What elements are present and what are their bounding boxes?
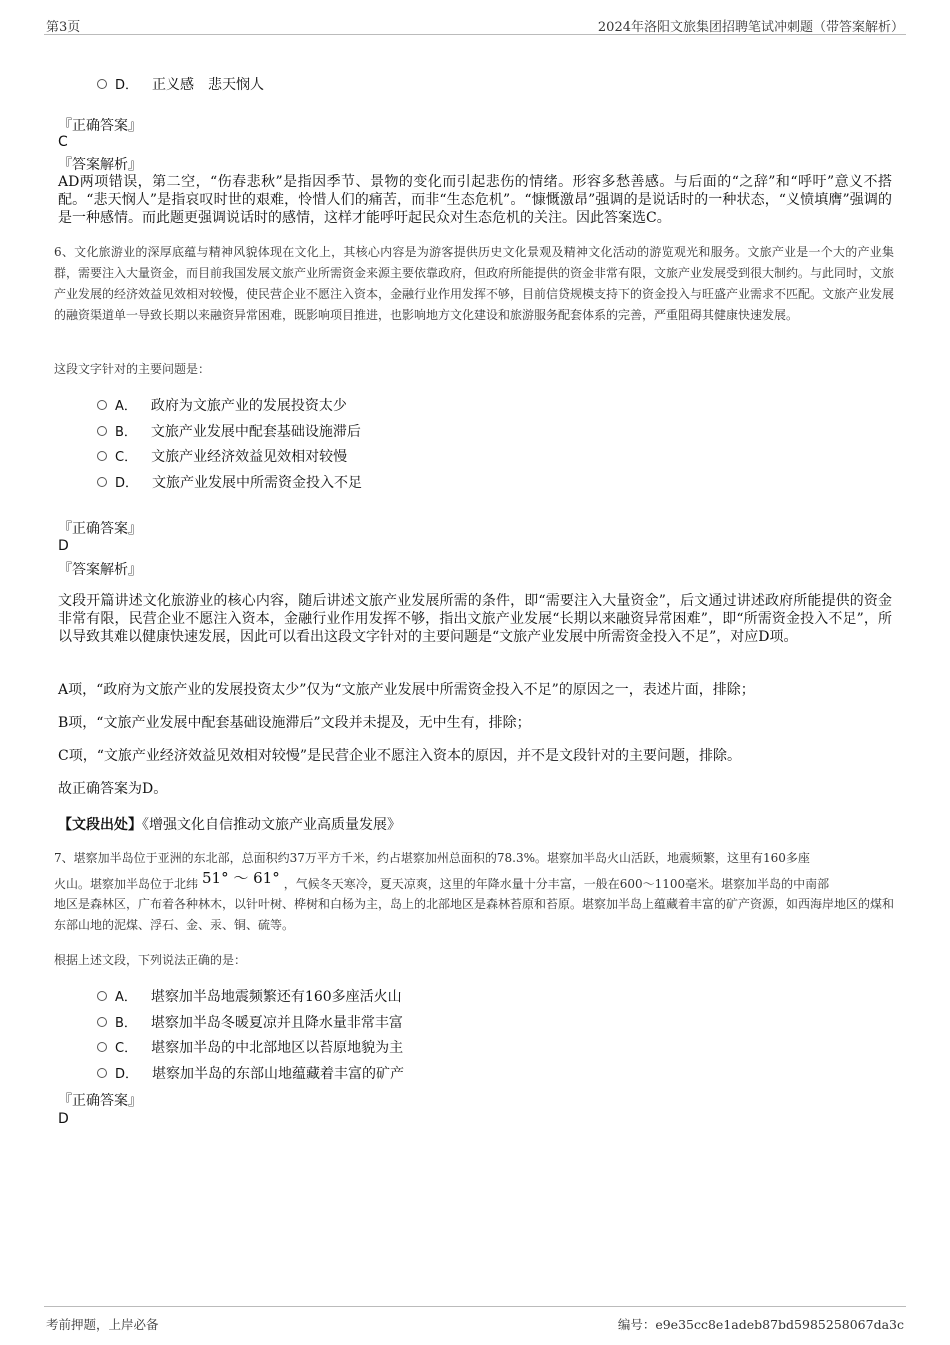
q6-analysis-main: 文段开篇讲述文化旅游业的核心内容，随后讲述文旅产业发展所需的条件，即“需要注入大量资金”，后文通过讲述政府所能提供的资金非常有限，民营企业不愿注入资本，金融行业作用发挥不够，指出文旅产业发展“长期以来融资异常困难”，即“所需资金投入不足”，所以导致其难以健康快速发展，因此可以看出这段文字针对的主要问题是“文旅产业发展中所需资金投入不足”，对应D项。 — [58, 593, 892, 645]
q7-stem-rest: 地区是森林区，广布着各种林木，以针叶树、桦树和白杨为主，岛上的北部地区是森林苔原和苔原。堪察加半岛上蕴藏着丰富的矿产资源，如西海岸地区的煤和东部山地的泥煤、浮石、金、汞、铜、硫等。 — [54, 897, 895, 932]
radio-icon[interactable] — [97, 400, 107, 410]
q7-answer: D — [58, 1111, 69, 1127]
latitude-formula: 51° ～ 61° — [202, 869, 280, 887]
page-number: 第3页 — [46, 20, 81, 35]
q6-option-b[interactable]: B． 文旅产业发展中配套基础设施滞后 — [97, 421, 361, 441]
q6-answer-label: 『正确答案』 — [58, 521, 142, 537]
q7-option-d[interactable]: D． 堪察加半岛的东部山地蕴藏着丰富的矿产 — [97, 1063, 404, 1083]
q6-analysis-end: 故正确答案为D。 — [58, 781, 168, 797]
q5-answer-label: 『正确答案』 — [58, 118, 142, 134]
radio-icon[interactable] — [97, 477, 107, 487]
document-title: 2024年洛阳文旅集团招聘笔试冲刺题（带答案解析） — [597, 20, 904, 35]
q5-option-d[interactable]: D． 正义感 悲天悯人 — [97, 74, 264, 94]
page-header — [44, 14, 906, 35]
q6-analysis-b: B项，“文旅产业发展中配套基础设施滞后”文段并未提及，无中生有，排除； — [58, 715, 531, 731]
q6-stem: 6、文化旅游业的深厚底蕴与精神风貌体现在文化上，其核心内容是为游客提供历史文化景观及精神文化活动的游览观光和服务。文旅产业是一个大的产业集群，需要注入大量资金，而目前我国发展文旅产业所需资金来源主要依靠政府，但政府所能提供的资金非常有限，文旅产业发展受到很大制约。与此同时，文旅产业发展的经济效益见效相对较慢，使民营企业不愿注入资本，金融行业作用发挥不够，目前信贷规模支持下的资金投入与旺盛产业需求不匹配。文旅产业发展的融资渠道单一导致长期以来融资异常困难，既影响项目推进，也影响地方文化建设和旅游服务配套体系的完善，严重阻碍其健康快速发展。 — [54, 245, 895, 322]
q7-stem-line2: 火山。堪察加半岛位于北纬 51° ～ 61° ，气候冬天寒冷，夏天凉爽，这里的年降水量十分丰富，一般在600～1100毫米。堪察加半岛的中南部 — [54, 869, 830, 891]
q6-option-a[interactable]: A． 政府为文旅产业的发展投资太少 — [97, 395, 347, 415]
footer-slogan: 考前押题，上岸必备 — [46, 1317, 159, 1332]
radio-icon[interactable] — [97, 426, 107, 436]
radio-icon[interactable] — [97, 79, 107, 89]
q6-analysis-c: C项，“文旅产业经济效益见效相对较慢”是民营企业不愿注入资本的原因，并不是文段针对的主要问题，排除。 — [58, 748, 742, 764]
q5-analysis-label: 『答案解析』 — [58, 157, 142, 173]
q7-option-a[interactable]: A． 堪察加半岛地震频繁还有160多座活火山 — [97, 986, 402, 1006]
page-footer — [44, 1306, 906, 1335]
radio-icon[interactable] — [97, 1068, 107, 1078]
radio-icon[interactable] — [97, 451, 107, 461]
q6-option-d[interactable]: D． 文旅产业发展中所需资金投入不足 — [97, 472, 362, 492]
q5-analysis: AD两项错误，第二空，“伤春悲秋”是指因季节、景物的变化而引起悲伤的情绪。形容多愁善感。与后面的“之辞”和“呼吁”意义不搭配。“悲天悯人”是指哀叹时世的艰难，怜惜人们的痛苦，而非“生态危机”。“慷慨激昂”强调的是说话时的一种状态，“义愤填膺”强调的是一种感情。而此题更强调说话时的感情，这样才能呼吁起民众对生态危机的关注。因此答案选C。 — [58, 174, 892, 226]
radio-icon[interactable] — [97, 1042, 107, 1052]
q6-analysis-a: A项，“政府为文旅产业的发展投资太少”仅为“文旅产业发展中所需资金投入不足”的原因之一，表述片面，排除； — [58, 682, 755, 698]
q7-answer-label: 『正确答案』 — [58, 1093, 142, 1109]
q6-analysis-label: 『答案解析』 — [58, 562, 142, 578]
q6-question: 这段文字针对的主要问题是： — [54, 362, 211, 376]
q6-source — [58, 814, 401, 834]
q7-option-c[interactable]: C． 堪察加半岛的中北部地区以苔原地貌为主 — [97, 1037, 403, 1057]
q7-stem-line1: 7、堪察加半岛位于亚洲的东北部，总面积约37万平方千米，约占堪察加州总面积的78.3%。堪察加半岛火山活跃，地震频繁，这里有160多座 — [54, 851, 810, 865]
q6-option-c[interactable]: C． 文旅产业经济效益见效相对较慢 — [97, 446, 347, 466]
document-code: 编号：e9e35cc8e1adeb87bd5985258067da3c — [617, 1317, 904, 1332]
source-title: 《增强文化自信推动文旅产业高质量发展》 — [142, 817, 401, 833]
q7-option-b[interactable]: B． 堪察加半岛冬暖夏凉并且降水量非常丰富 — [97, 1012, 403, 1032]
q6-answer: D — [58, 538, 69, 554]
q5-answer: C — [58, 134, 68, 150]
radio-icon[interactable] — [97, 991, 107, 1001]
source-label: 【文段出处】 — [58, 817, 142, 833]
radio-icon[interactable] — [97, 1017, 107, 1027]
q7-question: 根据上述文段，下列说法正确的是： — [54, 953, 247, 967]
